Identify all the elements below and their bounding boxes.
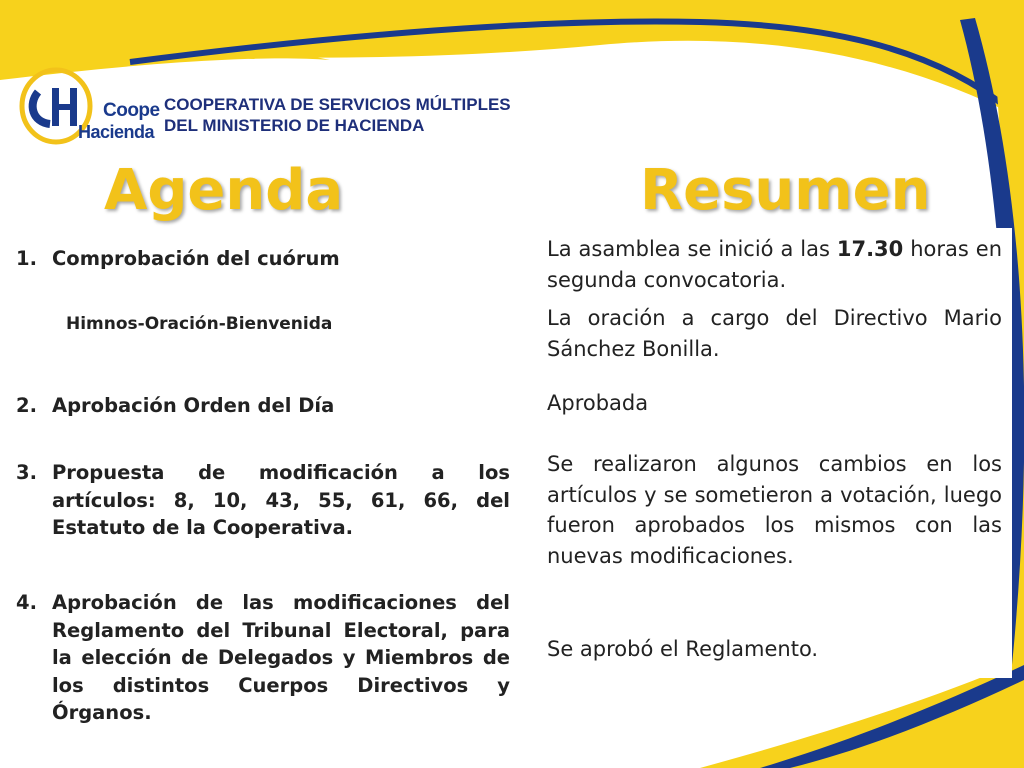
agenda-item-2	[16, 392, 510, 420]
agenda-item-number: 1.	[16, 247, 37, 270]
agenda-item-text: Propuesta de modificación a los artículos: 8, 10, 43, 55, 61, 66, del Estatuto de la Cooperativa.	[52, 461, 510, 539]
organization-title	[164, 94, 511, 136]
resumen-p1-pre: La asamblea se inició a las	[547, 237, 837, 261]
agenda-item-text: Comprobación del cuórum	[52, 247, 340, 270]
resumen-p1-post: horas en segunda convocatoria.	[547, 237, 1002, 292]
agenda-subitem: Himnos-Oración-Bienvenida	[66, 314, 333, 334]
organization-title-line1: COOPERATIVA DE SERVICIOS MÚLTIPLES	[164, 95, 511, 114]
agenda-heading: Agenda	[104, 158, 344, 223]
agenda-item-text: Aprobación de las modificaciones del Reglamento del Tribunal Electoral, para la elección de Delegados y Miembros de los distintos Cuerpos Directivos y Órganos.	[52, 591, 510, 724]
organization-title-line2: DEL MINISTERIO DE HACIENDA	[164, 116, 425, 135]
resumen-paragraph-2: La oración a cargo del Directivo Mario Sánchez Bonilla.	[547, 306, 1002, 361]
resumen-paragraph-5: Se aprobó el Reglamento.	[547, 637, 819, 661]
agenda-item-text: Aprobación Orden del Día	[52, 394, 335, 417]
agenda-item-number: 3.	[16, 461, 37, 484]
logo-coope-text: Coope	[103, 100, 160, 121]
resumen-heading: Resumen	[640, 158, 931, 223]
agenda-item-4	[16, 589, 510, 727]
agenda-item-1	[16, 245, 510, 273]
resumen-p1-time: 17.30	[836, 237, 904, 261]
agenda-item-3	[16, 459, 510, 542]
resumen-paragraph-4: Se realizaron algunos cambios en los artículos y se sometieron a votación, luego fueron aprobados los mismos con las nuevas modificaciones.	[547, 452, 1002, 568]
coope-hacienda-logo	[18, 62, 158, 150]
resumen-paragraph-1	[547, 234, 1002, 295]
logo-hacienda-text: Hacienda	[78, 122, 155, 142]
agenda-item-number: 2.	[16, 394, 37, 417]
agenda-item-number: 4.	[16, 591, 37, 614]
resumen-paragraph-3: Aprobada	[547, 391, 649, 415]
